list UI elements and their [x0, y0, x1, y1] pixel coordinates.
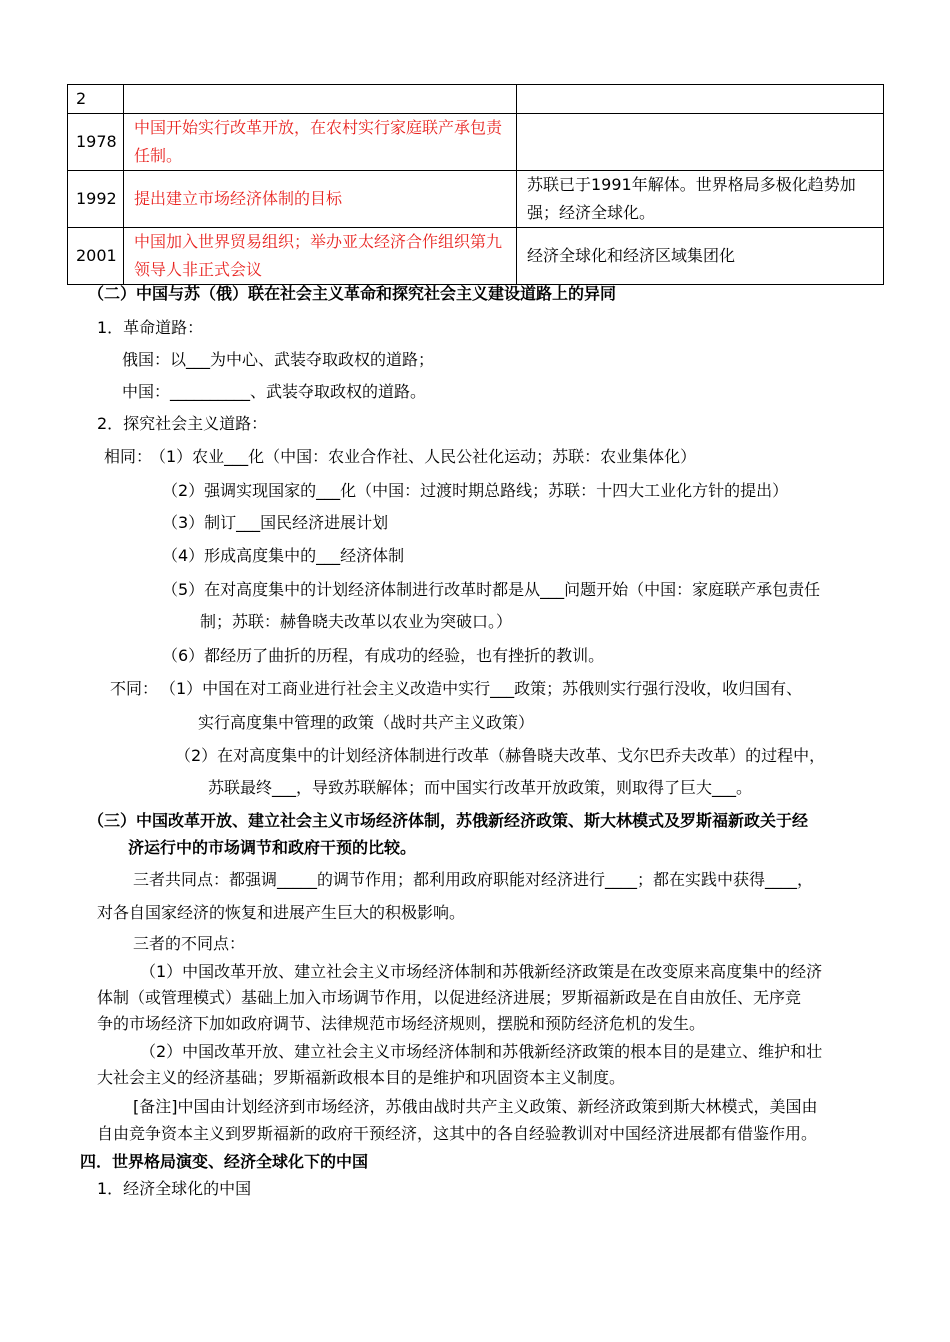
table-row: [68, 85, 884, 114]
subheading: 三者的不同点：: [133, 934, 246, 953]
event-cell: [124, 85, 517, 114]
background-cell: [517, 85, 884, 114]
note-line: 自由竞争资本主义到罗斯福新的政府干预经济，这其中的各自经验教训对中国经济进展都有借鉴作用。: [97, 1124, 818, 1143]
year-cell: 2001: [68, 228, 124, 285]
paragraph-line: 苏联最终___，导致苏联解体；而中国实行改革开放政策，则取得了巨大___。: [208, 778, 753, 797]
section-heading: 四．世界格局演变、经济全球化下的中国: [80, 1152, 369, 1171]
paragraph-line: （4）形成高度集中的___经济体制: [162, 546, 405, 565]
paragraph-line: （3）制订___国民经济进展计划: [162, 513, 389, 532]
paragraph-line: 对各自国家经济的恢复和进展产生巨大的积极影响。: [97, 903, 466, 922]
paragraph-line: 中国：__________、武装夺取政权的道路。: [122, 382, 427, 401]
paragraph-line: 三者共同点：都强调_____的调节作用；都利用政府职能对经济进行____；都在实践中获得____，: [133, 870, 814, 889]
section-heading: （二）中国与苏（俄）联在社会主义革命和探究社会主义建设道路上的异同: [88, 284, 617, 303]
label: 相同：: [104, 447, 153, 466]
event-cell: 提出建立市场经济体制的目标: [124, 171, 517, 228]
paragraph-line: （2）在对高度集中的计划经济体制进行改革（赫鲁晓夫改革、戈尔巴乔夫改革）的过程中，: [175, 746, 826, 765]
event-cell: 中国加入世界贸易组织；举办亚太经济合作组织第九领导人非正式会议: [124, 228, 517, 285]
paragraph-line: （1）中国改革开放、建立社会主义市场经济体制和苏俄新经济政策是在改变原来高度集中的经济: [140, 962, 823, 981]
table-row: [68, 171, 884, 228]
background-cell: [517, 114, 884, 171]
timeline-table: [67, 84, 884, 285]
subheading: 1．革命道路：: [97, 318, 204, 337]
note-line: [备注]中国由计划经济到市场经济，苏俄由战时共产主义政策、新经济政策到斯大林模式，美国由: [133, 1097, 818, 1116]
paragraph-line: （1）农业___化（中国：农业合作社、人民公社化运动；苏联：农业集体化）: [150, 447, 697, 466]
paragraph-line: 实行高度集中管理的政策（战时共产主义政策）: [198, 713, 535, 732]
event-cell: 中国开始实行改革开放，在农村实行家庭联产承包责任制。: [124, 114, 517, 171]
paragraph-line: （1）中国在对工商业进行社会主义改造中实行___政策；苏俄则实行强行没收，收归国有、: [160, 679, 803, 698]
subheading: 2．探究社会主义道路：: [97, 414, 268, 433]
year-cell: 2: [68, 85, 124, 114]
section-heading: （三）中国改革开放、建立社会主义市场经济体制，苏俄新经济政策、斯大林模式及罗斯福新政关于经: [88, 811, 809, 830]
paragraph-line: 体制（或管理模式）基础上加入市场调节作用，以促进经济进展；罗斯福新政是在自由放任、无序竞: [97, 988, 802, 1007]
table-row: [68, 114, 884, 171]
year-cell: 1978: [68, 114, 124, 171]
section-heading: 济运行中的市场调节和政府干预的比较。: [128, 838, 417, 857]
paragraph-line: 俄国：以___为中心、武装夺取政权的道路；: [122, 350, 435, 369]
paragraph-line: （2）中国改革开放、建立社会主义市场经济体制和苏俄新经济政策的根本目的是建立、维护和壮: [140, 1042, 823, 1061]
paragraph-line: （2）强调实现国家的___化（中国：过渡时期总路线；苏联：十四大工业化方针的提出）: [162, 481, 789, 500]
subheading: 1．经济全球化的中国: [97, 1179, 252, 1198]
paragraph-line: 争的市场经济下加如政府调节、法律规范市场经济规则，摆脱和预防经济危机的发生。: [97, 1014, 706, 1033]
paragraph-line: 制；苏联：赫鲁晓夫改革以农业为突破口。）: [200, 612, 513, 631]
background-cell: 经济全球化和经济区域集团化: [517, 228, 884, 285]
paragraph-line: 大社会主义的经济基础；罗斯福新政根本目的是维护和巩固资本主义制度。: [97, 1068, 626, 1087]
paragraph-line: （6）都经历了曲折的历程，有成功的经验，也有挫折的教训。: [162, 646, 605, 665]
background-cell: 苏联已于1991年解体。世界格局多极化趋势加强；经济全球化。: [517, 171, 884, 228]
year-cell: 1992: [68, 171, 124, 228]
table-row: [68, 228, 884, 285]
label: 不同：: [110, 679, 159, 698]
paragraph-line: （5）在对高度集中的计划经济体制进行改革时都是从___问题开始（中国：家庭联产承包责任: [162, 580, 821, 599]
